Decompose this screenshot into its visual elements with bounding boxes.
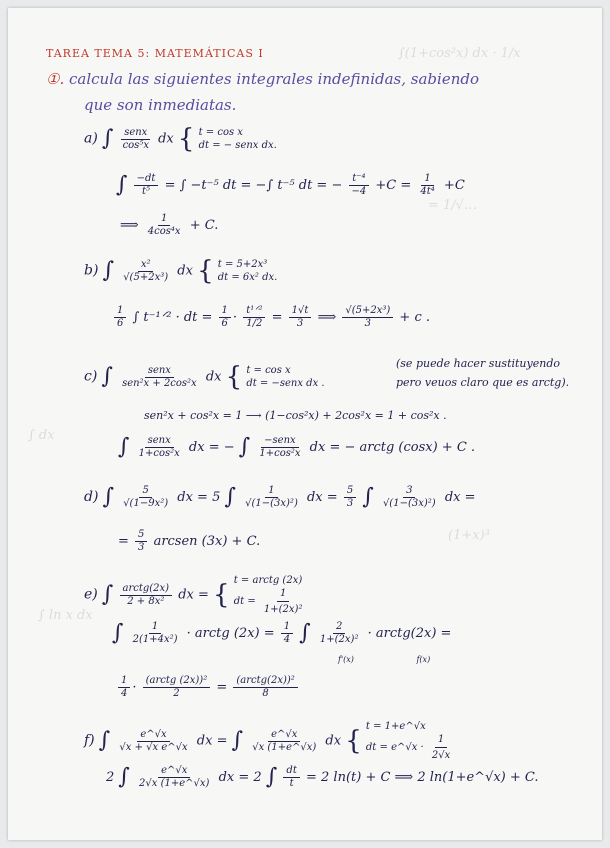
show-through-marks: ∫ dx bbox=[28, 428, 55, 443]
question-line-1 bbox=[46, 72, 479, 87]
exercise-e-statement: e) ∫ arctg(2x) 2 + 8x² dx = { t = arctg (2x) dt = $\frac{1}{\text{1+(2x)²}}$ bbox=[84, 575, 303, 615]
exercise-e-step-1: ∫ $\frac{1}{\text{2(1+4x²)}}$ · arctg (2x) = $\frac{1}{4}$ ∫ $\frac{2}{\text{1+(2x)²}}$ · arctg(2x) = bbox=[112, 620, 452, 646]
exercise-a-integrand: senx cos⁵x bbox=[122, 126, 149, 151]
exercise-e-label: e) bbox=[84, 586, 98, 603]
page-title: TAREA TEMA 5: MATEMÁTICAS I bbox=[46, 47, 264, 60]
question-number: ①. bbox=[46, 70, 65, 88]
exercise-a-result: ⟹ $\frac{1}{\text{4cos⁴x}}$ + C. bbox=[120, 213, 219, 237]
exercise-f-label: f) bbox=[84, 732, 95, 749]
exercise-d-statement: d) ∫ $\frac{5}{\text{√(1−9x²)}}$ dx = 5 ∫ $\frac{1}{\text{√(1−(3x)²)}}$ dx = $\frac{5}{3}$ ∫ $\frac{3}{\text{√(1−(3x)²)}}$ dx = bbox=[84, 484, 476, 510]
exercise-a-label: a) bbox=[84, 130, 98, 147]
exercise-c-label: c) bbox=[84, 368, 98, 385]
exercise-c-statement: c) ∫ senx sen²x + 2cos²x dx { t = cos x dt = −senx dx . bbox=[84, 362, 325, 392]
exercise-d-result: = $\frac{5}{3}$ arcsen (3x) + C. bbox=[118, 529, 261, 553]
notebook-page bbox=[8, 8, 602, 840]
exercise-c-identity: sen²x + cos²x = 1 ⟶ (1−cos²x) + 2cos²x = 1 + cos²x . bbox=[144, 409, 447, 422]
exercise-e-result: $\frac{1}{4}$ · (arctg (2x))² 2 = (arctg(2x))² 8 bbox=[116, 676, 300, 699]
exercise-c-result: ∫ senx 1+cos²x dx = − ∫ −senx 1+cos²x dx = − arctg (cosx) + C . bbox=[118, 434, 476, 460]
exercise-b-label: b) bbox=[84, 262, 99, 279]
exercise-c-note: (se puede hacer sustituyendo pero veuos claro que es arctg). bbox=[396, 357, 570, 389]
brace: { bbox=[177, 124, 195, 154]
exercise-e-underbrace-labels: f'(x) f(x) bbox=[338, 655, 431, 664]
show-through-marks: ∫(1+cos²x) dx · 1/x bbox=[398, 46, 521, 61]
show-through-marks: ∫ ln x dx bbox=[38, 608, 93, 623]
differential: dx bbox=[158, 131, 174, 147]
show-through-marks: = 1/√… bbox=[428, 198, 477, 213]
exercise-a-statement bbox=[84, 126, 277, 152]
exercise-a-step-1: ∫ $\frac{-dt}{\text{t⁵}}$ = ∫ −t⁻⁵ dt = −∫ t⁻⁵ dt = − $\frac{\text{t⁻⁴}}{-4}$ +C = $\frac{1}{\text{4t⁴}}$ +C bbox=[116, 172, 465, 198]
exercise-d-label: d) bbox=[84, 489, 99, 505]
exercise-a-substitution: t = cos x dt = − senx dx. bbox=[198, 127, 277, 151]
question-line-2: que son inmediatas. bbox=[84, 96, 237, 114]
exercise-f-result: 2 ∫ $\frac{e\^{}√x}{2√x (1+e\^{}√x)}$ dx = 2 ∫ $\frac{dt}{t}$ = 2 ln(t) + C ⟹ 2 ln(1+e^√x) + C. bbox=[106, 764, 539, 790]
question-text: calcula las siguientes integrales indefinidas, sabiendo bbox=[69, 70, 479, 88]
exercise-b-statement: b) ∫ $\frac{\text{x²}}{\text{√(5+2x³)}}$ dx { t = 5+2x³ dt = 6x² dx. bbox=[84, 256, 278, 286]
show-through-marks: (1+x)³ bbox=[448, 528, 490, 543]
exercise-b-result: $\frac{1}{6}$ ∫ t⁻¹ᐟ² · dt = $\frac{1}{6}$ · t¹ᐟ² 1/2 = $\frac{1√t}{3}$ ⟹ $\frac{\text{√(5+2x³)}}{3}$ + c . bbox=[112, 306, 430, 329]
exercise-f-statement: f) ∫ $\frac{e\^{}√x}{\text{√x + √x e\textasciicircum{}√x}}$ dx = ∫ $\frac{e\^{}√x}{√x (1+e\^{}√x)}$ dx { t = 1+e^√x dt = e^√x · $\frac{1}{2√x}$ bbox=[84, 721, 451, 761]
integral-sign: ∫ bbox=[101, 126, 114, 151]
